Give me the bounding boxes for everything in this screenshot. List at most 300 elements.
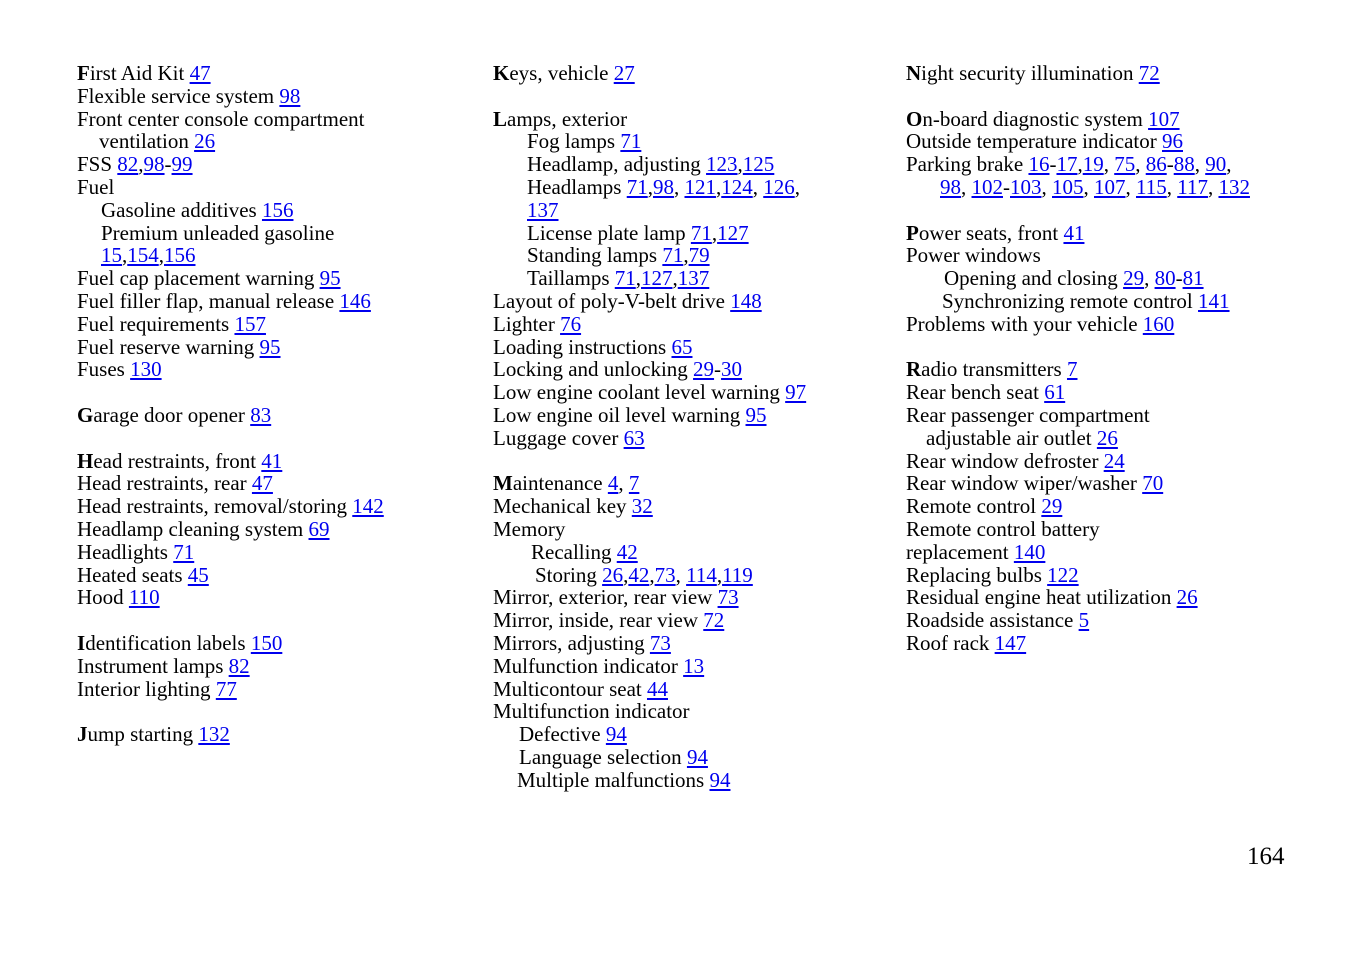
index-entry bbox=[906, 495, 1326, 518]
index-entry bbox=[493, 609, 913, 632]
page-link[interactable]: 119 bbox=[722, 562, 753, 587]
page-link[interactable]: 73 bbox=[649, 630, 671, 655]
index-column-1 bbox=[77, 62, 497, 746]
page-link[interactable]: 160 bbox=[1142, 311, 1175, 336]
index-entry bbox=[493, 700, 913, 723]
index-term: Headlamp, adjusting bbox=[527, 152, 707, 177]
index-entry bbox=[493, 381, 913, 404]
separator: , bbox=[1226, 152, 1232, 177]
page-link[interactable]: 71 bbox=[690, 220, 712, 245]
section-initial: H bbox=[77, 448, 94, 473]
index-term: Language selection bbox=[519, 744, 687, 769]
page-link[interactable]: 107 bbox=[1094, 174, 1126, 199]
index-term: ventilation bbox=[99, 129, 195, 154]
separator: , bbox=[794, 174, 800, 199]
page-link[interactable]: 44 bbox=[646, 676, 668, 701]
index-entry bbox=[77, 199, 497, 222]
index-entry bbox=[906, 404, 1326, 427]
page-link[interactable]: 70 bbox=[1142, 471, 1164, 496]
page-link[interactable]: 71 bbox=[620, 129, 642, 154]
index-entry bbox=[493, 62, 913, 85]
separator: , bbox=[1125, 174, 1136, 199]
index-entry bbox=[77, 62, 497, 85]
index-entry bbox=[493, 769, 913, 792]
index-entry bbox=[493, 176, 913, 199]
page-link[interactable]: 121 bbox=[684, 174, 716, 199]
page-link[interactable]: 132 bbox=[1218, 174, 1250, 199]
index-entry bbox=[493, 518, 913, 541]
index-entry bbox=[906, 244, 1326, 267]
section-gap bbox=[493, 85, 913, 108]
index-entry bbox=[906, 358, 1326, 381]
index-entry bbox=[493, 404, 913, 427]
index-term: Multifunction indicator bbox=[493, 699, 690, 724]
section-initial: F bbox=[77, 61, 90, 85]
index-term: aintenance bbox=[512, 471, 608, 496]
page-link[interactable]: 127 bbox=[717, 220, 749, 245]
section-initial: J bbox=[77, 722, 88, 747]
page-link[interactable]: 29 bbox=[1123, 266, 1145, 291]
page-link[interactable]: 150 bbox=[250, 630, 283, 655]
index-term: replacement bbox=[906, 539, 1014, 564]
index-term: ump starting bbox=[87, 722, 199, 747]
index-term: Front center console compartment bbox=[77, 106, 365, 131]
page-link[interactable]: 61 bbox=[1044, 380, 1066, 405]
page-link[interactable]: 95 bbox=[745, 402, 767, 427]
page-link[interactable]: 26 bbox=[1096, 425, 1118, 450]
index-term: Loading instructions bbox=[493, 334, 672, 359]
page-link[interactable]: 148 bbox=[730, 288, 762, 313]
page-link[interactable]: 30 bbox=[721, 357, 743, 382]
index-entry bbox=[77, 495, 497, 518]
index-entry bbox=[77, 404, 497, 427]
index-term: Recalling bbox=[531, 539, 617, 564]
index-entry bbox=[906, 130, 1326, 153]
page-link[interactable]: 137 bbox=[527, 197, 559, 222]
page-link[interactable]: 122 bbox=[1047, 562, 1079, 587]
index-column-2 bbox=[493, 62, 913, 792]
index-entry bbox=[493, 678, 913, 701]
page-link[interactable]: 65 bbox=[671, 334, 693, 359]
separator: , bbox=[673, 174, 685, 199]
separator: , bbox=[716, 562, 723, 587]
index-term: Heated seats bbox=[77, 562, 188, 587]
separator: , bbox=[672, 266, 678, 291]
page-link[interactable]: 156 bbox=[261, 197, 294, 222]
index-entry bbox=[77, 358, 497, 381]
index-entry bbox=[493, 222, 913, 245]
page-link[interactable]: 125 bbox=[742, 152, 775, 177]
index-term: Head restraints, rear bbox=[77, 471, 252, 496]
page-link[interactable]: 156 bbox=[164, 243, 196, 268]
page-link[interactable]: 88 bbox=[1173, 152, 1195, 177]
index-term: Outside temperature indicator bbox=[906, 129, 1162, 154]
separator: , bbox=[122, 243, 128, 268]
section-initial: P bbox=[906, 220, 919, 245]
separator: - bbox=[1003, 174, 1010, 199]
section-initial: N bbox=[906, 61, 922, 85]
index-term: Luggage cover bbox=[493, 425, 624, 450]
index-entry bbox=[493, 564, 913, 587]
page-link[interactable]: 16 bbox=[1028, 152, 1050, 177]
index-entry bbox=[906, 609, 1326, 632]
index-term: Mechanical key bbox=[493, 494, 632, 519]
page-link[interactable]: 26 bbox=[194, 129, 216, 154]
page-link[interactable]: 69 bbox=[308, 516, 330, 541]
page-link[interactable]: 41 bbox=[1063, 220, 1085, 245]
index-entry bbox=[77, 472, 497, 495]
index-term: Rear window wiper/washer bbox=[906, 471, 1143, 496]
page-link[interactable]: 137 bbox=[677, 266, 710, 291]
index-entry bbox=[493, 495, 913, 518]
index-entry bbox=[77, 222, 497, 245]
separator: , bbox=[635, 266, 642, 291]
separator: - bbox=[1166, 152, 1174, 177]
separator: - bbox=[714, 357, 722, 382]
index-entry bbox=[493, 153, 913, 176]
index-entry bbox=[493, 313, 913, 336]
page-link[interactable]: 98 bbox=[279, 83, 301, 108]
index-term: Fuel cap placement warning bbox=[77, 266, 320, 291]
index-entry bbox=[906, 541, 1326, 564]
separator: , bbox=[1041, 174, 1052, 199]
index-term: amps, exterior bbox=[507, 106, 628, 131]
page-link[interactable]: 123 bbox=[706, 152, 738, 177]
index-entry bbox=[493, 541, 913, 564]
page-link[interactable]: 76 bbox=[560, 311, 582, 336]
index-entry bbox=[906, 564, 1326, 587]
section-gap bbox=[906, 336, 1326, 359]
page-link[interactable]: 99 bbox=[171, 152, 193, 177]
index-entry bbox=[906, 222, 1326, 245]
page-link[interactable]: 94 bbox=[605, 722, 627, 747]
page-link[interactable]: 117 bbox=[1177, 174, 1208, 199]
index-entry bbox=[906, 153, 1326, 176]
page-link[interactable]: 75 bbox=[1114, 152, 1136, 177]
index-term: Mirror, inside, rear view bbox=[493, 608, 704, 633]
section-initial: O bbox=[906, 106, 923, 131]
index-entry bbox=[77, 153, 497, 176]
index-term: Locking and unlocking bbox=[493, 357, 694, 382]
section-gap bbox=[77, 381, 497, 404]
index-term: dentification labels bbox=[85, 630, 251, 655]
page-link[interactable]: 41 bbox=[261, 448, 283, 473]
index-term: Gasoline additives bbox=[101, 197, 262, 222]
page-link[interactable]: 98 bbox=[652, 174, 674, 199]
index-term: irst Aid Kit bbox=[89, 61, 190, 85]
index-term: Fuel requirements bbox=[77, 311, 235, 336]
separator: , bbox=[1194, 152, 1206, 177]
page-link[interactable]: 107 bbox=[1148, 106, 1180, 131]
index-term: Parking brake bbox=[906, 152, 1029, 177]
index-term: Fuel bbox=[77, 174, 115, 199]
index-term: Memory bbox=[493, 516, 566, 541]
page-link[interactable]: 71 bbox=[614, 266, 636, 291]
page-link[interactable]: 127 bbox=[641, 266, 673, 291]
page-link[interactable]: 15 bbox=[101, 243, 122, 268]
page-link[interactable]: 26 bbox=[1176, 585, 1198, 610]
index-entry bbox=[493, 199, 913, 222]
separator: , bbox=[1077, 152, 1083, 177]
separator: , bbox=[1144, 266, 1155, 291]
page-link[interactable]: 124 bbox=[721, 174, 753, 199]
page-link[interactable]: 81 bbox=[1182, 266, 1204, 291]
index-entry bbox=[77, 541, 497, 564]
separator: , bbox=[752, 174, 764, 199]
index-term: ight security illumination bbox=[921, 61, 1139, 85]
section-gap bbox=[906, 199, 1326, 222]
index-entry bbox=[906, 450, 1326, 473]
section-initial: K bbox=[493, 61, 510, 85]
index-term: Remote control bbox=[906, 494, 1042, 519]
index-entry bbox=[77, 655, 497, 678]
index-term: eys, vehicle bbox=[509, 61, 614, 85]
page-link[interactable]: 17 bbox=[1056, 152, 1078, 177]
page-link[interactable]: 130 bbox=[130, 357, 162, 382]
page-link[interactable]: 71 bbox=[173, 539, 195, 564]
index-term: n-board diagnostic system bbox=[922, 106, 1149, 131]
separator: , bbox=[1166, 174, 1178, 199]
index-entry bbox=[493, 244, 913, 267]
page-link[interactable]: 95 bbox=[259, 334, 281, 359]
index-term: Mirror, exterior, rear view bbox=[493, 585, 718, 610]
index-term: Fuel filler flap, manual release bbox=[77, 288, 340, 313]
separator: , bbox=[618, 471, 629, 496]
page-link[interactable]: 4 bbox=[607, 471, 619, 496]
index-term: Problems with your vehicle bbox=[906, 311, 1143, 336]
page-link[interactable]: 63 bbox=[623, 425, 645, 450]
index-term: Multicontour seat bbox=[493, 676, 647, 701]
index-term: Premium unleaded gasoline bbox=[101, 220, 335, 245]
index-term: Low engine oil level warning bbox=[493, 402, 746, 427]
index-entry bbox=[906, 472, 1326, 495]
index-term: Low engine coolant level warning bbox=[493, 380, 786, 405]
page-link[interactable]: 140 bbox=[1013, 539, 1046, 564]
page-link[interactable]: 110 bbox=[128, 585, 160, 610]
section-gap bbox=[77, 427, 497, 450]
page-link[interactable]: 98 bbox=[143, 152, 165, 177]
page-link[interactable]: 5 bbox=[1078, 608, 1090, 633]
index-entry bbox=[906, 290, 1326, 313]
page-link[interactable]: 73 bbox=[654, 562, 676, 587]
page-link[interactable]: 141 bbox=[1198, 288, 1230, 313]
index-term: Layout of poly-V-belt drive bbox=[493, 288, 731, 313]
section-initial: M bbox=[493, 471, 513, 496]
index-term: Remote control battery bbox=[906, 516, 1100, 541]
index-term: Mulfunction indicator bbox=[493, 653, 684, 678]
page-link[interactable]: 45 bbox=[187, 562, 209, 587]
index-term: Roof rack bbox=[906, 630, 995, 655]
index-term: Opening and closing bbox=[944, 266, 1124, 291]
page-link[interactable]: 77 bbox=[215, 676, 237, 701]
page-link[interactable]: 72 bbox=[703, 608, 725, 633]
index-entry bbox=[493, 586, 913, 609]
section-gap bbox=[77, 609, 497, 632]
page-link[interactable]: 27 bbox=[613, 61, 635, 85]
index-entry bbox=[77, 586, 497, 609]
index-entry bbox=[77, 85, 497, 108]
separator: , bbox=[1083, 174, 1094, 199]
page-link[interactable]: 29 bbox=[1041, 494, 1063, 519]
index-term: Replacing bulbs bbox=[906, 562, 1048, 587]
index-entry bbox=[493, 632, 913, 655]
index-entry bbox=[906, 381, 1326, 404]
section-initial: L bbox=[493, 106, 508, 131]
page-link[interactable]: 71 bbox=[662, 243, 684, 268]
index-entry bbox=[77, 450, 497, 473]
index-entry bbox=[906, 267, 1326, 290]
page-link[interactable]: 82 bbox=[117, 152, 139, 177]
page-link[interactable]: 42 bbox=[628, 562, 650, 587]
section-initial: R bbox=[906, 357, 922, 382]
page-link[interactable]: 7 bbox=[1066, 357, 1078, 382]
index-entry bbox=[77, 290, 497, 313]
index-term: Headlamp cleaning system bbox=[77, 516, 309, 541]
page-link[interactable]: 26 bbox=[602, 562, 624, 587]
index-column-3 bbox=[906, 62, 1326, 655]
separator: , bbox=[715, 174, 722, 199]
index-term: Interior lighting bbox=[77, 676, 216, 701]
index-entry bbox=[77, 267, 497, 290]
separator: , bbox=[675, 562, 687, 587]
index-term: Instrument lamps bbox=[77, 653, 229, 678]
page-link[interactable]: 83 bbox=[250, 402, 272, 427]
page-link[interactable]: 146 bbox=[339, 288, 371, 313]
index-term: Roadside assistance bbox=[906, 608, 1079, 633]
separator: , bbox=[623, 562, 629, 587]
page-link[interactable]: 47 bbox=[251, 471, 273, 496]
index-entry bbox=[493, 358, 913, 381]
page-link[interactable]: 105 bbox=[1052, 174, 1084, 199]
section-gap bbox=[906, 85, 1326, 108]
section-gap bbox=[77, 700, 497, 723]
index-entry bbox=[493, 130, 913, 153]
index-term: Residual engine heat utilization bbox=[906, 585, 1177, 610]
separator: , bbox=[647, 174, 653, 199]
page-link[interactable]: 114 bbox=[686, 562, 717, 587]
index-term: Headlamps bbox=[527, 174, 627, 199]
section-initial: G bbox=[77, 402, 94, 427]
index-term: ead restraints, front bbox=[93, 448, 262, 473]
index-term: Lighter bbox=[493, 311, 561, 336]
separator: , bbox=[158, 243, 164, 268]
index-entry bbox=[77, 130, 497, 153]
page-link[interactable]: 86 bbox=[1145, 152, 1167, 177]
index-entry bbox=[493, 267, 913, 290]
index-term: Synchronizing remote control bbox=[942, 288, 1199, 313]
separator: , bbox=[1207, 174, 1219, 199]
index-term: Hood bbox=[77, 585, 129, 610]
page-link[interactable]: 73 bbox=[717, 585, 739, 610]
separator: , bbox=[737, 152, 743, 177]
page-link[interactable]: 132 bbox=[198, 722, 230, 747]
index-entry bbox=[77, 564, 497, 587]
index-entry bbox=[77, 518, 497, 541]
index-entry bbox=[906, 586, 1326, 609]
page-link[interactable]: 94 bbox=[709, 767, 731, 792]
index-term: Storing bbox=[535, 562, 603, 587]
page-link[interactable]: 42 bbox=[616, 539, 638, 564]
index-term: Headlights bbox=[77, 539, 174, 564]
index-term: ower seats, front bbox=[918, 220, 1064, 245]
index-entry bbox=[493, 472, 913, 495]
page-link[interactable]: 19 bbox=[1082, 152, 1104, 177]
page-link[interactable]: 71 bbox=[626, 174, 648, 199]
page-link[interactable]: 103 bbox=[1010, 174, 1042, 199]
page-link[interactable]: 126 bbox=[763, 174, 795, 199]
index-term: Defective bbox=[519, 722, 606, 747]
index-term: Power windows bbox=[906, 243, 1041, 268]
page-link[interactable]: 13 bbox=[683, 653, 705, 678]
page-link[interactable]: 142 bbox=[352, 494, 384, 519]
index-entry bbox=[77, 632, 497, 655]
page-link[interactable]: 97 bbox=[785, 380, 807, 405]
page-link[interactable]: 82 bbox=[228, 653, 250, 678]
index-entry bbox=[493, 336, 913, 359]
index-term: License plate lamp bbox=[527, 220, 691, 245]
index-entry bbox=[493, 723, 913, 746]
index-term: Mirrors, adjusting bbox=[493, 630, 650, 655]
index-term: Rear passenger compartment bbox=[906, 402, 1150, 427]
index-term: arage door opener bbox=[93, 402, 251, 427]
index-entry bbox=[493, 290, 913, 313]
page-link[interactable]: 32 bbox=[631, 494, 653, 519]
page-link[interactable]: 72 bbox=[1138, 61, 1160, 85]
separator: , bbox=[711, 220, 718, 245]
page-link[interactable]: 102 bbox=[971, 174, 1003, 199]
index-entry bbox=[77, 244, 497, 267]
index-term: Fog lamps bbox=[527, 129, 621, 154]
page-link[interactable]: 94 bbox=[686, 744, 708, 769]
separator: , bbox=[649, 562, 655, 587]
page-link[interactable]: 154 bbox=[127, 243, 159, 268]
index-term: Rear window defroster bbox=[906, 448, 1104, 473]
index-entry bbox=[77, 108, 497, 131]
index-term: Rear bench seat bbox=[906, 380, 1045, 405]
index-term: Standing lamps bbox=[527, 243, 663, 268]
page-number: 164 bbox=[1247, 843, 1285, 870]
page-link[interactable]: 7 bbox=[628, 471, 640, 496]
page-link[interactable]: 80 bbox=[1154, 266, 1176, 291]
index-term: Fuses bbox=[77, 357, 131, 382]
page-link[interactable]: 98 bbox=[940, 174, 961, 199]
page-link[interactable]: 29 bbox=[693, 357, 715, 382]
index-term: Multiple malfunctions bbox=[517, 767, 710, 792]
page-link[interactable]: 157 bbox=[234, 311, 266, 336]
section-initial: I bbox=[77, 630, 86, 655]
index-term: Fuel reserve warning bbox=[77, 334, 260, 359]
index-term: Head restraints, removal/storing bbox=[77, 494, 353, 519]
page-link[interactable]: 115 bbox=[1136, 174, 1167, 199]
index-entry bbox=[77, 723, 497, 746]
page-link[interactable]: 95 bbox=[319, 266, 341, 291]
index-entry bbox=[77, 313, 497, 336]
page-link[interactable]: 79 bbox=[688, 243, 710, 268]
index-entry bbox=[906, 313, 1326, 336]
page-link[interactable]: 90 bbox=[1205, 152, 1227, 177]
index-term: adjustable air outlet bbox=[926, 425, 1097, 450]
index-entry bbox=[77, 678, 497, 701]
index-term: Flexible service system bbox=[77, 83, 280, 108]
page-link[interactable]: 24 bbox=[1103, 448, 1125, 473]
separator: , bbox=[1135, 152, 1146, 177]
page-link[interactable]: 147 bbox=[994, 630, 1027, 655]
page-link[interactable]: 96 bbox=[1162, 129, 1183, 154]
index-entry bbox=[77, 336, 497, 359]
index-term: Taillamps bbox=[527, 266, 615, 291]
index-entry bbox=[493, 746, 913, 769]
page-link[interactable]: 47 bbox=[189, 61, 211, 85]
